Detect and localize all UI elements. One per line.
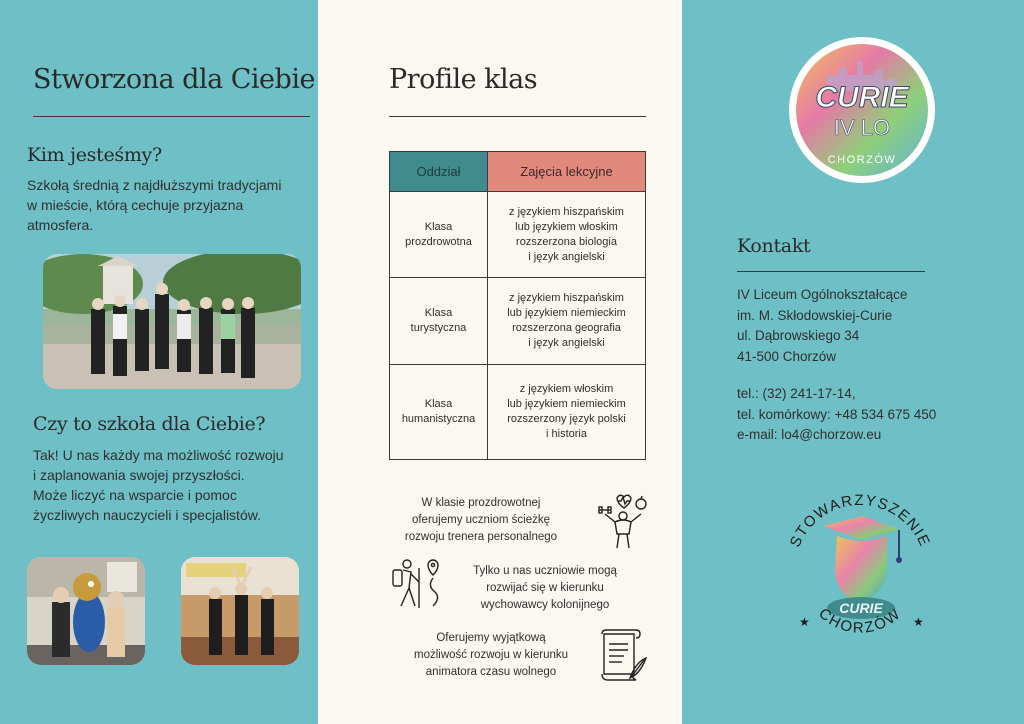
profiles-title: Profile klas: [389, 64, 538, 95]
class-name-line: prozdrowotna: [405, 235, 472, 248]
class-name-cell: [390, 192, 488, 278]
subject-line: rozszerzony język polski: [507, 413, 626, 425]
subject-line: i język angielski: [528, 337, 605, 349]
note-line: rozwoju trenera personalnego: [404, 531, 558, 543]
profiles-table: [389, 151, 646, 460]
hiker-icon: [387, 556, 443, 614]
logo-city-text: CHORZÓW: [827, 154, 897, 166]
email-line: e-mail: lo4@chorzow.eu: [737, 427, 882, 442]
class-name-line: Klasa: [424, 307, 453, 319]
class-name-line: humanistyczna: [401, 413, 476, 425]
note-animator: [396, 630, 586, 681]
contact-heading: Kontakt: [737, 235, 811, 257]
scroll-quill-icon: [598, 628, 650, 686]
who-line: w mieście, którą cechuje przyjazna: [27, 197, 244, 213]
fitness-icon: [597, 490, 649, 550]
association-top-text: STOWARZYSZENIE: [786, 492, 934, 550]
note-line: Tylko u nas uczniowie mogą: [473, 565, 617, 577]
subject-line: z językiem hiszpańskim: [509, 292, 624, 304]
subject-line: rozszerzona biologia: [516, 235, 617, 248]
logo-curie-text: CURIE: [815, 81, 909, 114]
school-line: życzliwych nauczycieli i specjalistów.: [33, 507, 261, 523]
profiles-title-divider: [389, 116, 646, 117]
header-zajecia: Zajęcia lekcyjne: [488, 152, 646, 192]
subject-line: z językiem włoskim: [519, 383, 614, 395]
class-name-cell: [390, 365, 488, 460]
class-name-line: Klasa: [424, 220, 453, 233]
address-line: ul. Dąbrowskiego 34: [737, 328, 860, 343]
left-title: Stworzona dla Ciebie: [33, 64, 315, 95]
association-middle-text: CURIE: [839, 600, 883, 616]
contact-details: [737, 384, 1017, 446]
group-photo: [43, 254, 301, 389]
class-name-cell: [390, 278, 488, 365]
logo-iv-lo-text: IV LO: [833, 115, 891, 140]
contact-address: [737, 285, 1017, 367]
dance-photo: [181, 557, 299, 665]
who-heading: Kim jesteśmy?: [27, 144, 162, 166]
subjects-cell: [488, 192, 646, 278]
table-header-row: [390, 152, 646, 192]
note-line: oferujemy uczniom ścieżkę: [411, 514, 551, 526]
star-icon: ★: [913, 615, 924, 629]
subjects-cell: [488, 365, 646, 460]
left-title-divider: [33, 116, 310, 117]
subjects-cell: [488, 278, 646, 365]
table-row: [390, 365, 646, 460]
note-line: możliwość rozwoju w kierunku: [413, 649, 569, 661]
note-line: Oferujemy wyjątkową: [436, 632, 546, 644]
address-line: 41-500 Chorzów: [737, 348, 837, 364]
school-text: [33, 445, 313, 525]
school-heading: Czy to szkoła dla Ciebie?: [33, 413, 266, 435]
school-line: Tak! U nas każdy ma możliwość rozwoju: [33, 447, 284, 463]
subject-line: i język angielski: [528, 250, 605, 263]
phone-line: tel.: (32) 241-17-14,: [737, 386, 856, 401]
curie-logo: [787, 35, 937, 185]
association-logo: [775, 492, 945, 652]
note-camp: [455, 563, 635, 614]
mobile-line: tel. komórkowy: +48 534 675 450: [737, 406, 937, 422]
note-line: W klasie prozdrowotnej: [421, 497, 541, 509]
subject-line: z językiem hiszpańskim: [509, 205, 624, 218]
association-bottom-text: CHORZÓW: [815, 604, 905, 637]
header-oddzial: Oddział: [390, 152, 488, 192]
subject-line: lub językiem włoskim: [515, 220, 618, 233]
class-name-line: Klasa: [424, 398, 453, 410]
mascot-photo: [27, 557, 145, 665]
contact-divider: [737, 271, 925, 272]
star-icon: ★: [799, 615, 810, 629]
table-row: [390, 192, 646, 278]
school-line: Może liczyć na wsparcie i pomoc: [33, 487, 237, 503]
subject-line: lub językiem niemieckim: [507, 307, 626, 319]
subject-line: lub językiem niemieckim: [507, 398, 626, 410]
note-line: animatora czasu wolnego: [425, 666, 557, 678]
address-line: im. M. Skłodowskiej-Curie: [737, 307, 893, 323]
table-row: [390, 278, 646, 365]
who-line: Szkołą średnią z najdłuższymi tradycjami: [27, 177, 282, 193]
who-text: [27, 175, 312, 235]
class-name-line: turystyczna: [410, 322, 467, 334]
note-line: wychowawcy kolonijnego: [480, 599, 610, 611]
note-line: rozwijać się w kierunku: [486, 582, 604, 594]
who-line: atmosfera.: [27, 217, 94, 233]
note-trainer: [383, 495, 579, 546]
address-line: IV Liceum Ogólnokształcące: [737, 287, 908, 302]
subject-line: i historia: [546, 428, 587, 440]
subject-line: rozszerzona geografia: [512, 322, 621, 334]
school-line: i zaplanowania swojej przyszłości.: [33, 467, 245, 483]
